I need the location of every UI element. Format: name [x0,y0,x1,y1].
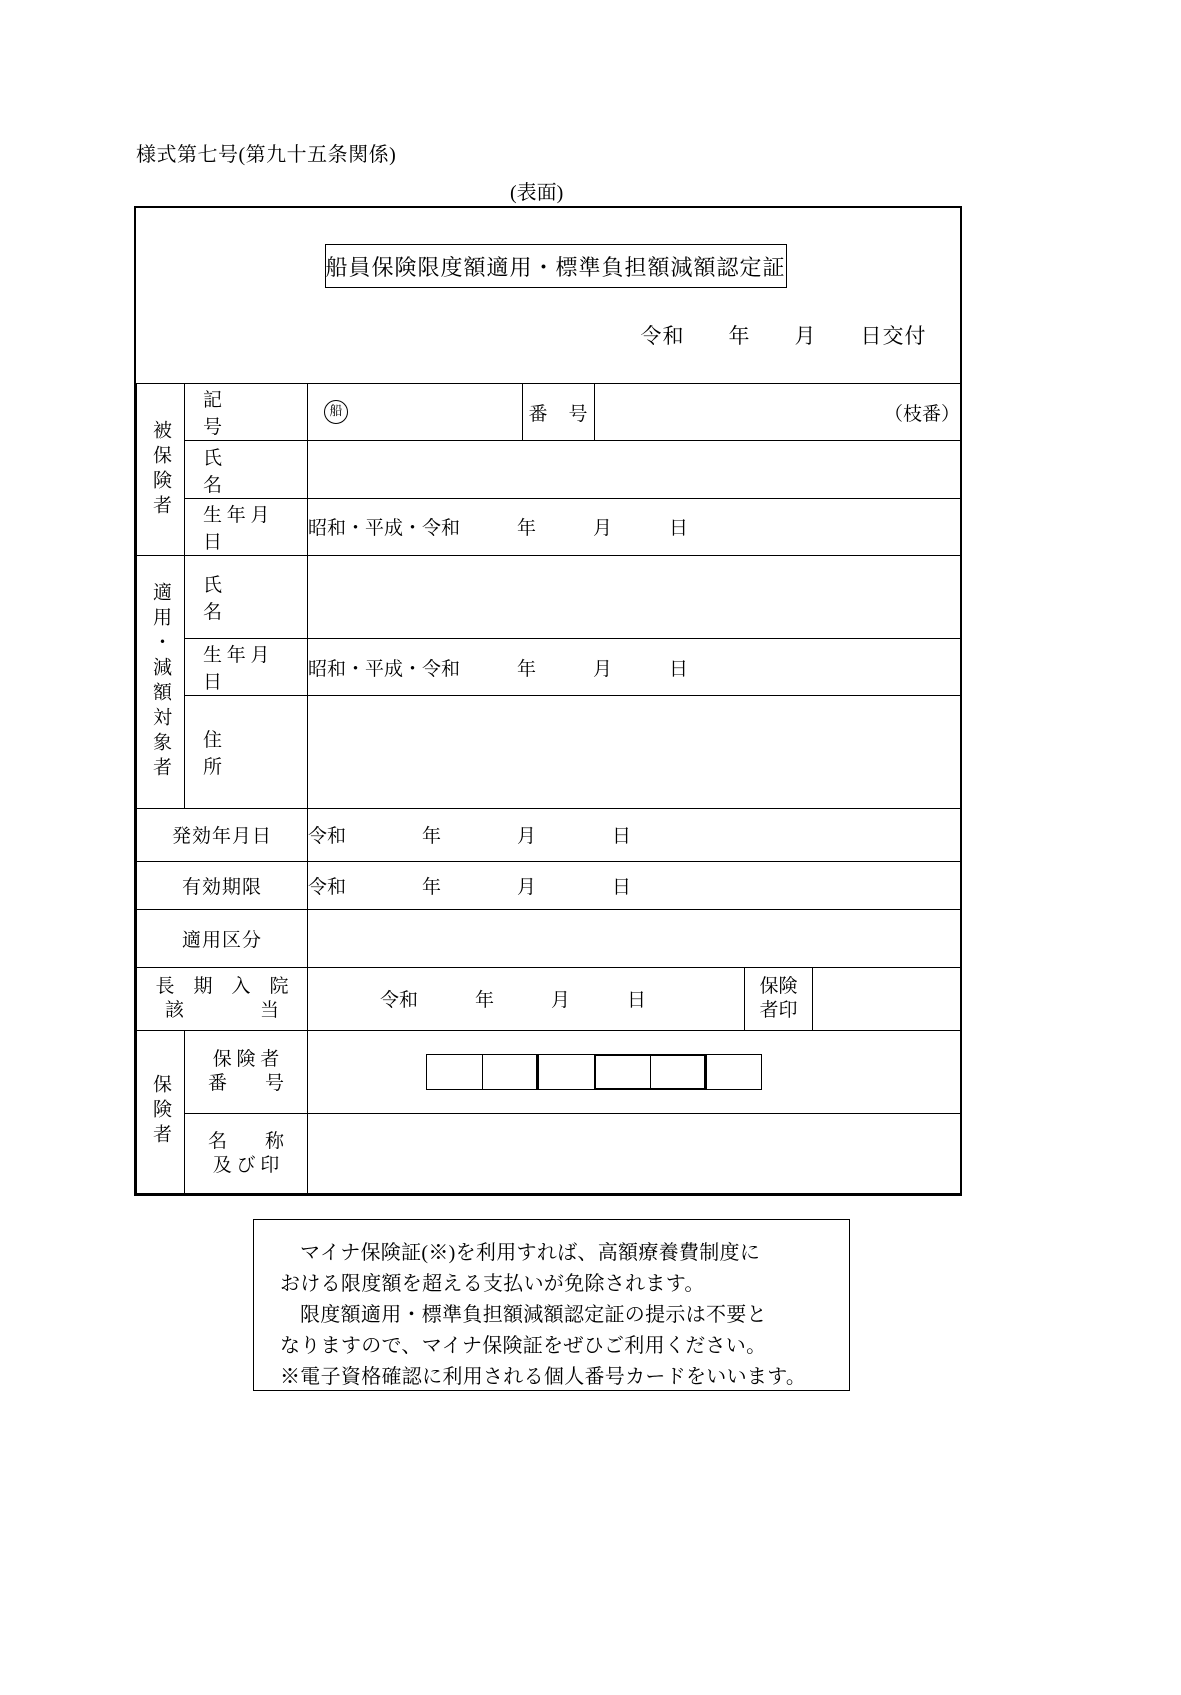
insurer-number-box[interactable] [482,1054,538,1090]
notice-line-5: ※電子資格確認に利用される個人番号カードをいいます。 [280,1366,807,1388]
target-birth-value[interactable]: 昭和・平成・令和 年 月 日 [308,639,961,696]
insurer-vertical-label: 保険者 [137,1030,185,1193]
category-value[interactable] [308,910,961,967]
insured-name-label: 氏 名 [185,441,308,498]
notice-line-2: おける限度額を超える支払いが免除されます。 [280,1273,705,1295]
expiry-date-value[interactable]: 令和 年 月 日 [308,861,961,910]
insurer-number-box[interactable] [650,1054,706,1090]
notice-line-1: マイナ保険証(※)を利用すれば、高額療養費制度に [300,1242,761,1264]
insurer-number-box[interactable] [426,1054,482,1090]
target-name-value[interactable] [308,555,961,639]
certificate-form [134,206,962,1196]
insurer-number-box[interactable] [706,1054,762,1090]
notice-line-3: 限度額適用・標準負担額減額認定証の提示は不要と [300,1304,767,1326]
insurer-number-boxes[interactable] [426,1054,960,1090]
target-birth-label: 生 年 月 日 [185,639,308,696]
long-stay-label: 長 期 入 院 該 当 [137,967,308,1030]
effective-date-label: 発効年月日 [137,808,308,861]
insured-birth-value[interactable]: 昭和・平成・令和 年 月 日 [308,498,961,555]
effective-date-value[interactable]: 令和 年 月 日 [308,808,961,861]
target-vertical-label: 適用・減額対象者 [137,555,185,808]
target-name-label: 氏 名 [185,555,308,639]
issue-date-line: 令和 年 月 日交付 [640,324,927,348]
insured-symbol-label: 記 号 [185,384,308,441]
insurer-seal-label: 保険 者印 [745,967,813,1030]
insurer-number-box[interactable] [538,1054,594,1090]
insurer-number-label: 保 険 者 番 号 [185,1030,308,1114]
form-header [137,208,961,384]
category-label: 適用区分 [137,910,308,967]
side-label: (表面) [510,182,564,204]
insured-birth-label: 生 年 月 日 [185,498,308,555]
notice-line-4: なりますので、マイナ保険証をぜひご利用ください。 [280,1335,767,1357]
insured-number-label: 番 号 [523,384,595,441]
expiry-date-label: 有効期限 [137,861,308,910]
funekana-icon: 船 [324,400,348,424]
insured-symbol-value[interactable] [308,384,523,441]
target-address-value[interactable] [308,696,961,808]
long-stay-value[interactable]: 令和 年 月 日 [308,967,745,1030]
insurer-number-box[interactable] [594,1054,650,1090]
insurer-seal-value[interactable] [813,967,961,1030]
insurer-name-label: 名 称 及 び 印 [185,1114,308,1194]
insurer-name-value[interactable] [308,1114,961,1194]
form-number: 様式第七号(第九十五条関係) [136,144,397,166]
form-grid [136,208,961,1194]
insured-name-value[interactable] [308,441,961,498]
target-address-label: 住 所 [185,696,308,808]
insured-branch-label[interactable]: （枝番） [595,384,961,441]
mynumber-notice-box [253,1219,850,1391]
insured-vertical-label: 被保険者 [137,384,185,555]
form-title: 船員保険限度額適用・標準負担額減額認定証 [325,244,787,288]
insurer-number-value[interactable] [308,1030,961,1114]
